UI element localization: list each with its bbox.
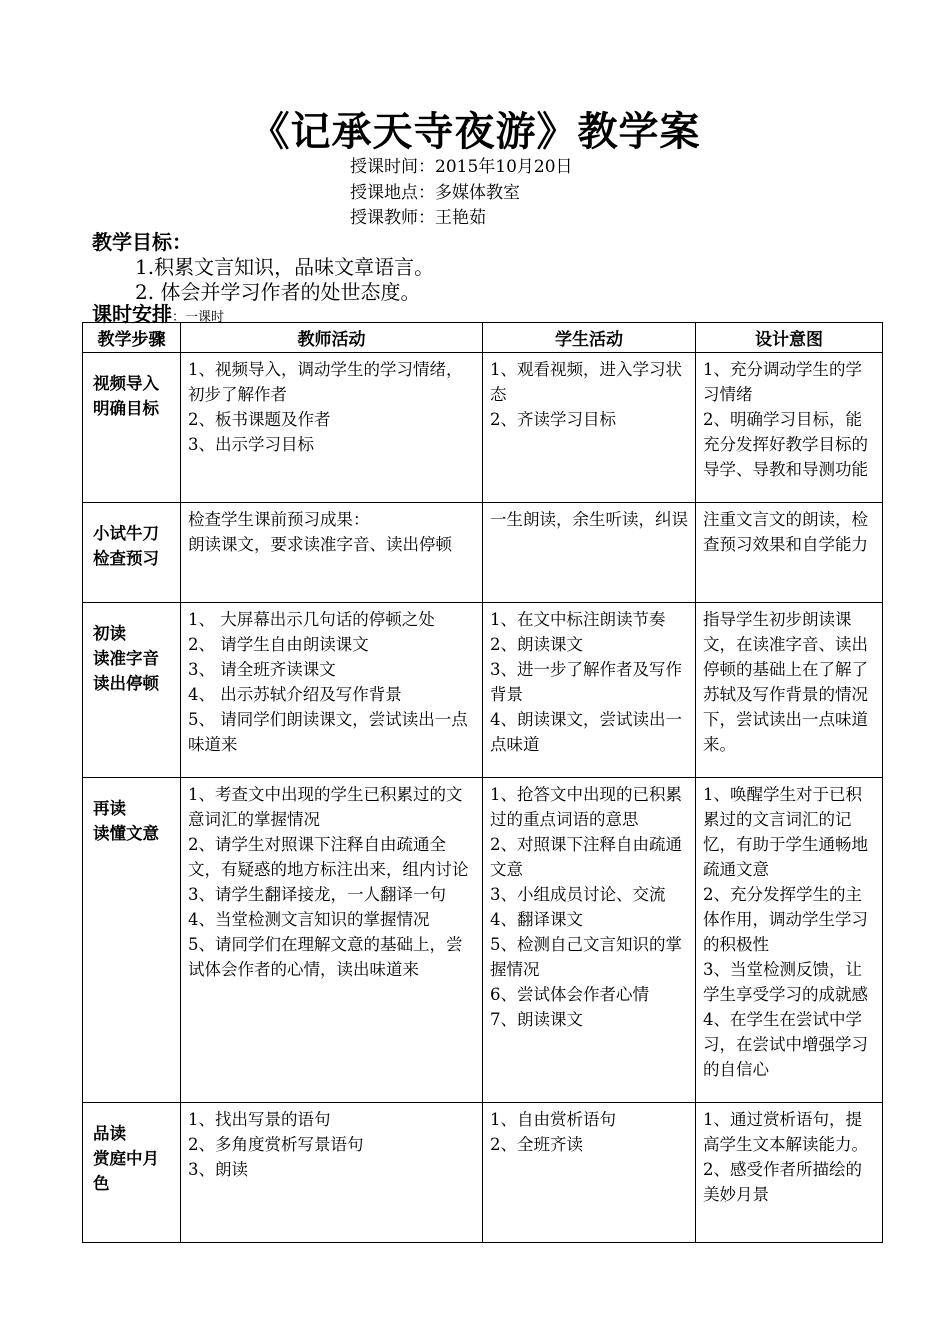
cell-line: 初读 <box>93 624 126 643</box>
cell-line: 检查学生课前预习成果： <box>188 510 370 529</box>
table-row <box>83 778 883 1103</box>
cell-line: 4、在学生在尝试中学习，在尝试中增强学习的自信心 <box>703 1010 868 1079</box>
cell-step <box>83 603 181 778</box>
cell-line: 1、观看视频，进入学习状态 <box>490 360 682 404</box>
lesson-plan-table <box>82 322 883 1243</box>
cell-line: 读懂文意 <box>93 824 159 843</box>
cell-line: 3、当堂检测反馈，让学生享受学习的成就感 <box>703 960 868 1004</box>
cell-intent <box>696 778 883 1103</box>
table-row <box>83 353 883 503</box>
cell-student <box>483 1103 696 1243</box>
objective-item: 1.积累文言知识，品味文章语言。 <box>135 255 435 279</box>
cell-line: 视频导入 <box>93 374 159 393</box>
cell-line: 读出停顿 <box>93 674 159 693</box>
cell-teacher <box>181 353 483 503</box>
cell-line: 读准字音 <box>93 649 159 668</box>
cell-teacher <box>181 778 483 1103</box>
cell-line: 2、 请学生自由朗读课文 <box>188 635 369 654</box>
cell-intent <box>696 1103 883 1243</box>
cell-line: 小试牛刀 <box>93 524 159 543</box>
lesson-teacher: 授课教师：王艳茹 <box>350 208 486 228</box>
cell-line: 3、请学生翻译接龙，一人翻译一句 <box>188 885 446 904</box>
cell-line: 6、尝试体会作者心情 <box>490 985 649 1004</box>
lesson-place: 授课地点：多媒体教室 <box>350 183 520 203</box>
schedule-value: ：一课时 <box>172 310 225 325</box>
table-row <box>83 1103 883 1243</box>
objectives-heading: 教学目标： <box>92 230 192 254</box>
cell-line: 3、小组成员讨论、交流 <box>490 885 666 904</box>
cell-line: 4、 出示苏轼介绍及写作背景 <box>188 685 402 704</box>
lesson-time: 授课时间：2015年10月20日 <box>350 157 573 177</box>
cell-line: 3、进一步了解作者及写作背景 <box>490 660 682 704</box>
cell-line: 5、 请同学们朗读课文，尝试读出一点味道来 <box>188 710 468 754</box>
cell-step <box>83 1103 181 1243</box>
cell-intent <box>696 503 883 603</box>
cell-line: 2、板书课题及作者 <box>188 410 331 429</box>
cell-line: 1、视频导入，调动学生的学习情绪，初步了解作者 <box>188 360 463 404</box>
cell-line: 3、出示学习目标 <box>188 435 314 454</box>
cell-line: 1、通过赏析语句，提高学生文本解读能力。 <box>703 1110 868 1154</box>
cell-line: 3、 请全班齐读课文 <box>188 660 336 679</box>
cell-line: 2、全班齐读 <box>490 1135 583 1154</box>
cell-line: 7、朗读课文 <box>490 1010 583 1029</box>
cell-line: 1、考查文中出现的学生已积累过的文意词汇的掌握情况 <box>188 785 463 829</box>
cell-line: 一生朗读，余生听读，纠误 <box>490 510 688 529</box>
cell-line: 1、抢答文中出现的已积累过的重点词语的意思 <box>490 785 682 829</box>
cell-line: 2、请学生对照课下注释自由疏通全文，有疑惑的地方标注出来，组内讨论 <box>188 835 469 879</box>
cell-line: 品读 <box>93 1124 126 1143</box>
cell-line: 1、在文中标注朗读节奏 <box>490 610 666 629</box>
cell-line: 5、检测自己文言知识的掌握情况 <box>490 935 682 979</box>
cell-line: 赏庭中月色 <box>93 1149 159 1193</box>
cell-line: 4、朗读课文，尝试读出一点味道 <box>490 710 682 754</box>
cell-line: 4、翻译课文 <box>490 910 583 929</box>
cell-line: 1、找出写景的语句 <box>188 1110 331 1129</box>
header-intent: 设计意图 <box>696 323 883 353</box>
schedule-label: 课时安排 <box>92 302 172 326</box>
cell-intent <box>696 603 883 778</box>
header-student: 学生活动 <box>483 323 696 353</box>
cell-line: 注重文言文的朗读，检查预习效果和自学能力 <box>703 510 868 554</box>
cell-line: 指导学生初步朗读课文，在读准字音、读出停顿的基础上在了解了苏轼及写作背景的情况下，尝试读出一点味道来。 <box>703 610 868 754</box>
cell-teacher <box>181 503 483 603</box>
cell-line: 2、感受作者所描绘的美妙月景 <box>703 1160 862 1204</box>
cell-step <box>83 503 181 603</box>
cell-line: 再读 <box>93 799 126 818</box>
cell-line: 2、对照课下注释自由疏通文意 <box>490 835 682 879</box>
cell-teacher <box>181 603 483 778</box>
header-step: 教学步骤 <box>83 323 181 353</box>
table-row <box>83 503 883 603</box>
cell-intent <box>696 353 883 503</box>
table-row <box>83 603 883 778</box>
cell-student <box>483 778 696 1103</box>
cell-line: 2、充分发挥学生的主体作用，调动学生学习的积极性 <box>703 885 868 954</box>
cell-line: 1、 大屏幕出示几句话的停顿之处 <box>188 610 435 629</box>
cell-line: 检查预习 <box>93 549 159 568</box>
page-title: 《记承天寺夜游》教学案 <box>249 108 701 155</box>
cell-line: 朗读课文，要求读准字音、读出停顿 <box>188 535 452 554</box>
cell-step <box>83 353 181 503</box>
cell-line: 1、唤醒学生对于已积累过的文言词汇的记忆，有助于学生通畅地疏通文意 <box>703 785 868 879</box>
table-header-row <box>83 323 883 353</box>
cell-teacher <box>181 1103 483 1243</box>
cell-line: 5、请同学们在理解文意的基础上，尝试体会作者的心情，读出味道来 <box>188 935 463 979</box>
cell-line: 3、朗读 <box>188 1160 248 1179</box>
cell-line: 4、当堂检测文言知识的掌握情况 <box>188 910 430 929</box>
cell-student <box>483 603 696 778</box>
header-teacher: 教师活动 <box>181 323 483 353</box>
cell-student <box>483 353 696 503</box>
cell-step <box>83 778 181 1103</box>
cell-line: 1、充分调动学生的学习情绪 <box>703 360 862 404</box>
cell-line: 2、多角度赏析写景语句 <box>188 1135 364 1154</box>
cell-line: 2、明确学习目标，能充分发挥好教学目标的导学、导教和导测功能 <box>703 410 868 479</box>
cell-student <box>483 503 696 603</box>
cell-line: 1、自由赏析语句 <box>490 1110 616 1129</box>
objective-item: 2. 体会并学习作者的处世态度。 <box>135 280 421 304</box>
cell-line: 2、齐读学习目标 <box>490 410 616 429</box>
cell-line: 2、朗读课文 <box>490 635 583 654</box>
cell-line: 明确目标 <box>93 399 159 418</box>
